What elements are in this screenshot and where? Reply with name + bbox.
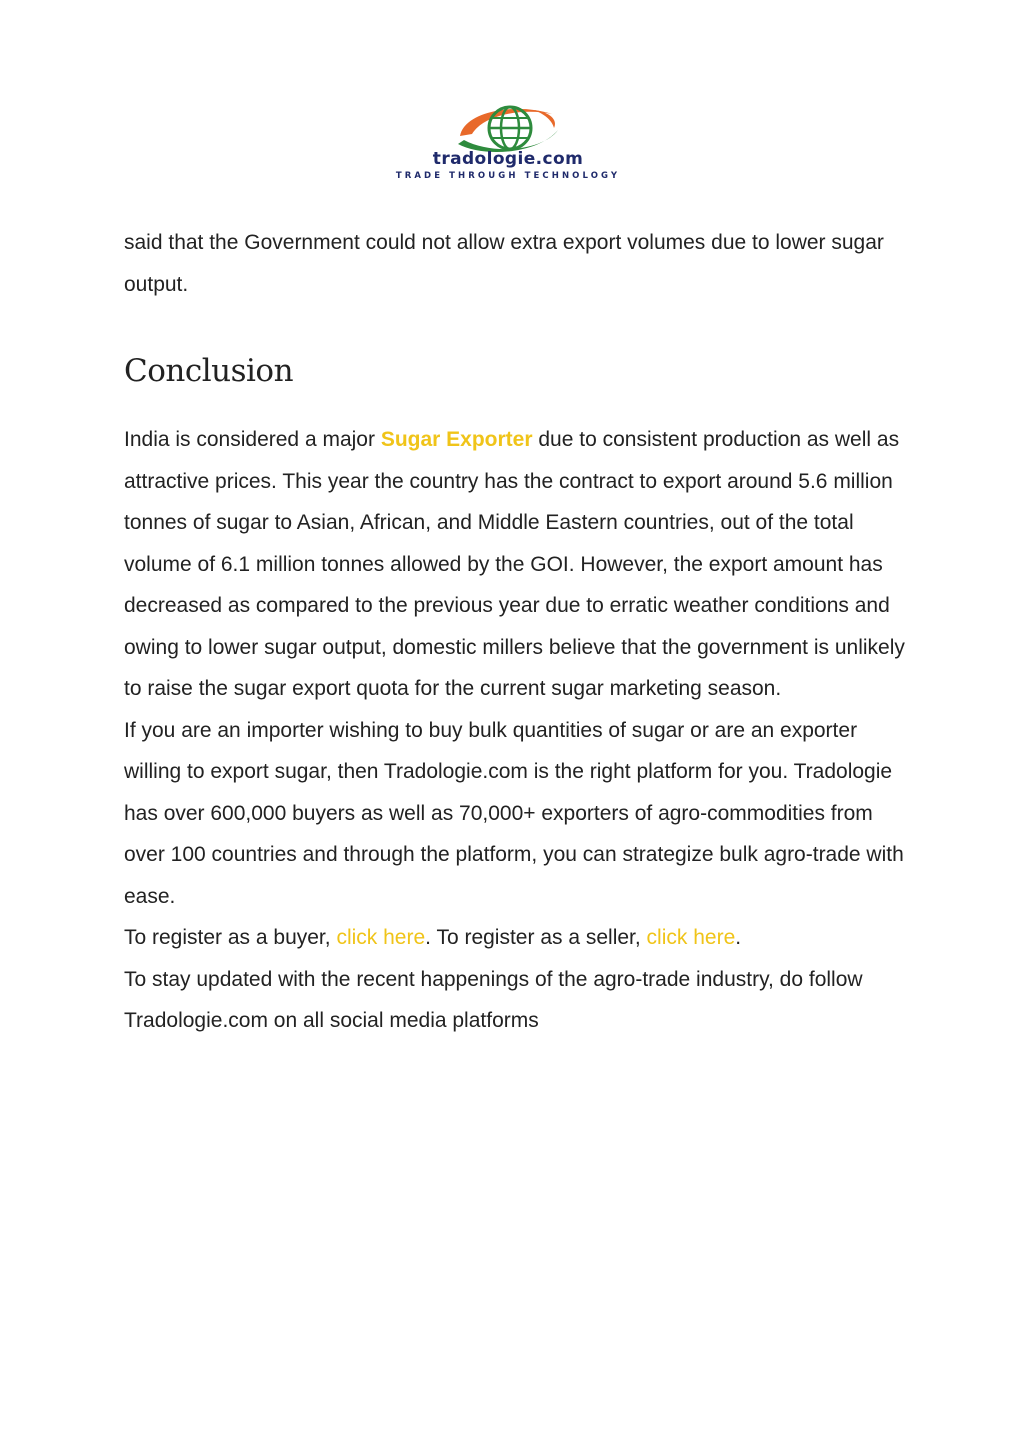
logo-wordmark: tradologie.com (432, 149, 584, 169)
logo-tagline: TRADE THROUGH TECHNOLOGY (395, 171, 621, 181)
seller-register-link[interactable]: click here (646, 926, 736, 949)
social-follow-paragraph: To stay updated with the recent happenings of the agro-trade industry, do follow Tradologie.com on all social media platforms (124, 967, 863, 1032)
sugar-exporter-link[interactable]: Sugar Exporter (380, 428, 533, 451)
register-buyer-text: To register as a buyer, (124, 926, 337, 949)
buyer-register-link[interactable]: click here (336, 926, 426, 949)
conclusion-text-start: India is considered a major (124, 428, 381, 451)
register-paragraph (124, 917, 914, 959)
tradologie-logo (392, 100, 624, 186)
conclusion-text-rest: due to consistent production as well as attractive prices. This year the country has the contract to export around 5.6 million tonnes of sugar to Asian, African, and Middle Eastern countries, out of the total volume of 6.1 million tonnes allowed by the GOI. However, the export amount has decreased as compared to the previous year due to erratic weather conditions and owing to lower sugar output, domestic millers believe that the government is unlikely to raise the sugar export quota for the current sugar marketing season. (124, 428, 905, 700)
article-body (124, 222, 914, 1042)
register-end-text: . (735, 926, 742, 949)
intro-paragraph: said that the Government could not allow extra export volumes due to lower sugar output. (124, 231, 884, 296)
register-seller-text: . To register as a seller, (425, 926, 647, 949)
globe-swoosh-icon (454, 100, 560, 156)
platform-paragraph: If you are an importer wishing to buy bulk quantities of sugar or are an exporter willing to export sugar, then Tradologie.com is the right platform for you. Tradologie has over 600,000 buyers as well as 70,000+ exporters of agro-commodities from over 100 countries and through the platform, you can strategize bulk agro-trade with ease. (124, 718, 904, 908)
conclusion-paragraph (124, 419, 914, 710)
conclusion-heading: Conclusion (124, 353, 294, 389)
